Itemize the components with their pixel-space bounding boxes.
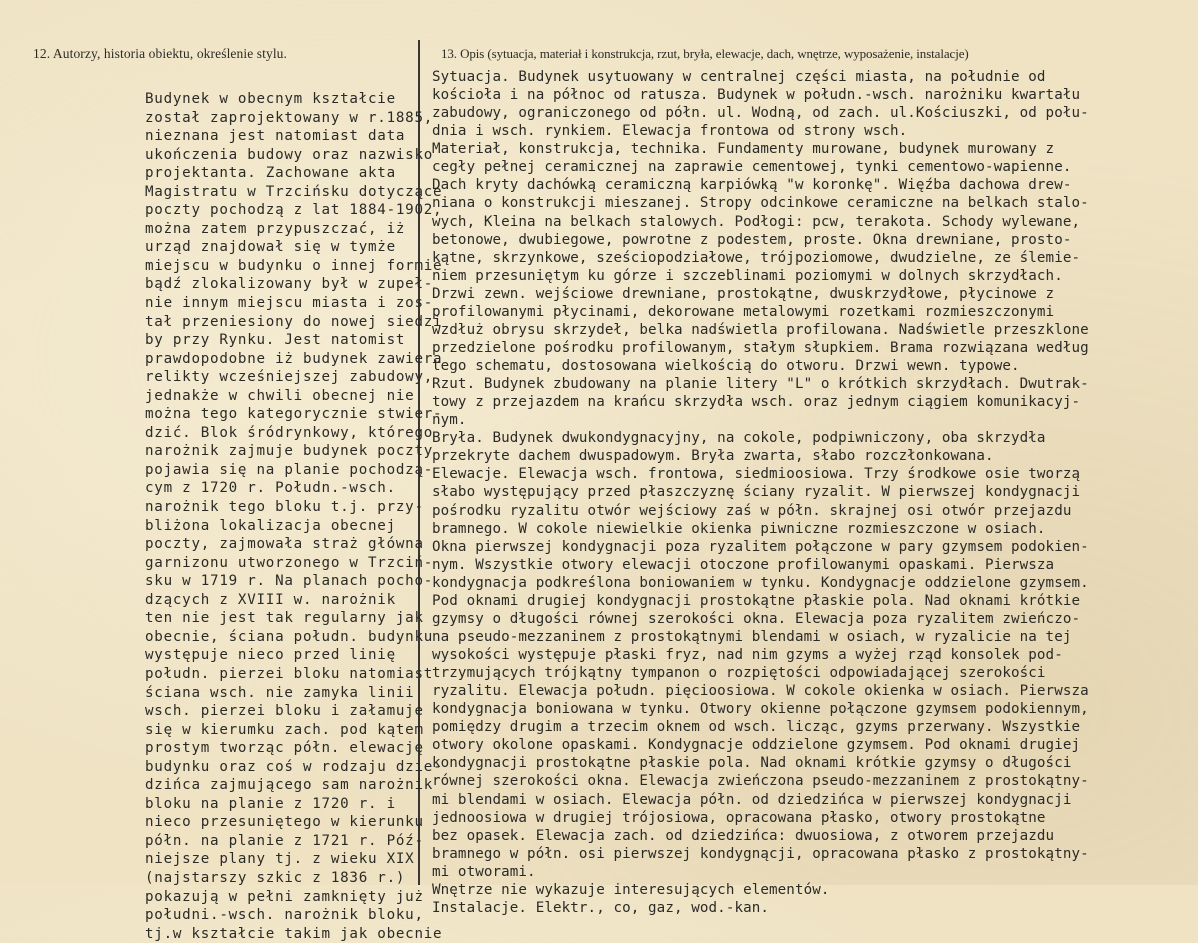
description-text-line: dnia i wsch. rynkiem. Elewacja frontowa od strony wsch.: [432, 123, 908, 140]
history-text-line: projektanta. Zachowane akta: [145, 165, 396, 182]
description-text-line: niem przesuniętym ku górze i szczeblinami poziomymi w dolnych skrzydłach.: [432, 267, 1063, 284]
description-text-line: Instalacje. Elektr., co, gaz, wod.-kan.: [432, 899, 770, 916]
description-text-line: wysokości występuje płaski fryz, nad nim gzyms a wyżej rząd konsolek pod-: [432, 647, 1063, 663]
description-text-line: mi blendami w osiach. Elewacja półn. od dziedzińca w pierwszej kondygnacji: [432, 791, 1072, 808]
history-text-line: tj.w kształcie takim jak obecnie: [145, 925, 443, 942]
description-text-line: gzymsy o długości równej szerokości okna. Elewacja poza ryzalitem zwieńczo-: [432, 610, 1081, 627]
history-text-line: ten nie jest tak regularny jak: [145, 610, 424, 627]
history-text-line: (najstarszy szkic z 1836 r.): [145, 869, 406, 886]
description-text-line: pośrodku ryzalitu otwór wejściowy zaś w półn. skrajnej osi otwór przejazdu: [432, 502, 1072, 519]
description-text-line: ryzalitu. Elewacja połudn. pięcioosiowa. W cokole okienka w osiach. Pierwsza: [432, 683, 1089, 700]
description-text-line: Wnętrze nie wykazuje interesujących elementów.: [432, 881, 830, 898]
description-text-line: profilowanymi płycinami, dekorowane metalowymi rozetkami rozmieszczonymi: [432, 303, 1055, 320]
history-text-line: występuje nieco przed linię: [145, 647, 396, 664]
history-text-line: poczty, zajmowała straż główna: [145, 536, 424, 553]
history-text-line: narożnik tego bloku t.j. przy-: [145, 499, 424, 516]
section-13-heading: 13. Opis (sytuacja, materiał i konstrukcja, rzut, bryła, elewacje, dach, wnętrze, wyposażenie, instalacje): [441, 46, 969, 61]
description-text-line: cegły pełnej ceramicznej na zaprawie cementowej, tynki cementowo-wapienne.: [432, 159, 1072, 176]
description-text-line: równej szerokości okna. Elewacja zwieńczona pseudo-mezzaninem z prostokątny-: [432, 773, 1089, 790]
description-text-line: Materiał, konstrukcja, technika. Fundamenty murowane, budynek murowany z: [432, 141, 1055, 158]
history-text-line: miejscu w budynku o innej formie: [145, 257, 443, 274]
history-text-line: bloku na planie z 1720 r. i: [145, 795, 396, 812]
description-text-line: Okna pierwszej kondygnacji poza ryzalitem połączone w pary gzymsem podokien-: [432, 538, 1089, 555]
history-text-line: urząd znajdował się w tymże: [145, 239, 396, 256]
history-text-line: niejsze plany tj. z wieku XIX: [145, 851, 415, 868]
description-text-line: kondygnacja boniowana w tynku. Otwory okienne połączone gzymsem podokiennym,: [432, 701, 1089, 718]
history-text-line: dzińca zajmującego sam narożnik: [145, 777, 434, 794]
history-text-line: się w kierumku zach. pod kątem: [145, 721, 424, 738]
history-text-line: tał przeniesiony do nowej siedzi: [145, 313, 443, 330]
description-text-line: tego schematu, dostosowana wielkością do otworu. Drzwi wewn. typowe.: [432, 358, 1020, 374]
history-text-line: nieco przesuniętego w kierunku: [145, 814, 424, 831]
description-text-line: Bryła. Budynek dwukondygnacyjny, na cokole, podpiwniczony, oba skrzydła: [432, 430, 1046, 447]
description-text-line: niana o konstrukcji mieszanej. Stropy odcinkowe ceramiczne na belkach stalo-: [432, 195, 1089, 212]
history-text-line: budynku oraz coś w rodzaju dzie-: [145, 758, 443, 775]
description-text-line: Sytuacja. Budynek usytuowany w centralnej części miasta, na południe od: [432, 69, 1046, 85]
description-text-line: Elewacje. Elewacja wsch. frontowa, siedmioosiowa. Trzy środkowe osie tworzą: [432, 466, 1081, 483]
description-text-line: kondygnacji prostokątne płaskie pola. Nad oknami krótkie gzymsy o długości: [432, 755, 1072, 772]
history-text-line: bliżona lokalizacja obecnej: [145, 517, 396, 534]
history-text-line: bądź zlokalizowany był w zupeł-: [145, 276, 434, 293]
history-text-line: jednakże w chwili obecnej nie: [145, 387, 415, 404]
description-text-line: jednoosiowa w drugiej trójosiowa, opracowana płasko, otwory prostokątne: [432, 809, 1046, 826]
history-text-line: dzących z XVIII w. narożnik: [145, 591, 396, 608]
description-text-line: wych, Kleina na belkach stalowych. Podłogi: pcw, terakota. Schody wylewane,: [432, 213, 1081, 230]
history-text-line: można zatem przypuszczać, iż: [145, 220, 406, 237]
history-text-line: półn. na planie z 1721 r. Póź-: [145, 832, 424, 849]
history-text-line: nieznana jest natomiast data: [145, 128, 406, 145]
description-text-line: bramnego w półn. osi pierwszej kondygnącji, opracowana płasko z prostokątny-: [432, 845, 1089, 862]
history-text-line: ściana wsch. nie zamyka linii: [145, 684, 415, 701]
description-text-line: wzdłuż obrysu skrzydeł, belka nadświetla profilowana. Nadświetle przeszklone: [432, 321, 1089, 338]
history-text-line: sku w 1719 r. Na planach pocho-: [145, 573, 434, 590]
description-text-line: słabo występujący przed płaszczyznę ściany ryzalit. W pierwszej kondygnacji: [432, 484, 1081, 501]
description-text-line: kościoła i na północ od ratusza. Budynek w połudn.-wsch. narożniku kwartału: [432, 87, 1081, 104]
history-text-line: Budynek w obecnym kształcie: [145, 91, 396, 107]
description-text-line: bez opasek. Elewacja zach. od dziedzińca: dwuosiowa, z otworem przejazdu: [432, 827, 1055, 844]
history-text-line: poczty pochodzą z lat 1884-1902,: [145, 202, 443, 219]
description-text-line: betonowe, dwubiegowe, powrotne z podestem, proste. Okna drewniane, prosto-: [432, 231, 1072, 248]
history-text-column: [145, 90, 442, 943]
history-text-line: cym z 1720 r. Połudn.-wsch.: [145, 480, 396, 497]
history-text-line: pojawia się na planie pochodzą-: [145, 461, 434, 478]
history-text-line: pokazują w pełni zamknięty już: [145, 888, 424, 905]
description-text-line: trzymujących trójkątny tympanon o rozpiętości odpowiadającej szerokości: [432, 665, 1046, 682]
history-text-line: południ.-wsch. narożnik bloku,: [145, 907, 424, 924]
history-text-line: nie innym miejscu miasta i zos-: [145, 295, 434, 312]
description-text-line: pomiędzy drugim a trzecim oknem od wsch. licząc, gzyms przerwany. Wszystkie: [432, 719, 1081, 736]
description-text-column: [432, 68, 1089, 917]
description-text-line: Rzut. Budynek zbudowany na planie litery "L" o krótkich skrzydłach. Dwutrak-: [432, 376, 1089, 393]
description-text-line: Pod oknami drugiej kondygnacji prostokątne płaskie pola. Nad oknami krótkie: [432, 592, 1081, 609]
section-12-heading: 12. Autorzy, historia obiektu, określenie stylu.: [33, 46, 288, 61]
description-text-line: zabudowy, ograniczonego od półn. ul. Wodną, od zach. ul.Kościuszki, od połu-: [432, 105, 1089, 122]
history-text-line: dzić. Blok śródrynkowy, którego: [145, 424, 434, 441]
description-text-line: kondygnacja podkreślona boniowaniem w tynku. Kondygnacje oddzielone gzymsem.: [432, 574, 1089, 591]
description-text-line: Drzwi zewn. wejściowe drewniane, prostokątne, dwuskrzydłowe, płycinowe z: [432, 285, 1055, 302]
history-text-line: można tego kategorycznie stwier-: [145, 406, 443, 423]
description-text-line: kątne, skrzynkowe, sześciopodziałowe, trójpoziomowe, dwudzielne, ze ślemie-: [432, 249, 1081, 266]
description-text-line: mi otworami.: [432, 863, 536, 880]
history-text-line: by przy Rynku. Jest natomist: [145, 332, 406, 349]
history-text-line: garnizonu utworzonego w Trzciń-: [145, 554, 434, 571]
description-text-line: na pseudo-mezzaninem z prostokątnymi blendami w osiach, w ryzalicie na tej: [432, 628, 1072, 645]
history-text-line: połudn. pierzei bloku natomiast: [145, 665, 434, 682]
history-text-line: relikty wcześniejszej zabudowy,: [145, 369, 434, 386]
history-text-line: Magistratu w Trzcińsku dotyczące: [145, 183, 443, 200]
history-text-line: wsch. pierzei bloku i załamuje: [145, 703, 424, 720]
history-text-line: ukończenia budowy oraz nazwisko: [145, 146, 434, 163]
history-text-line: został zaprojektowany w r.1885,: [145, 109, 434, 126]
description-text-line: nym. Wszystkie otwory elewacji otoczone profilowanymi opaskami. Pierwsza: [432, 556, 1055, 573]
history-text-line: prostym tworząc półn. elewację: [145, 740, 424, 757]
description-text-line: przekryte dachem dwuspadowym. Bryła zwarta, słabo rozczłonkowana.: [432, 448, 994, 465]
description-text-line: towy z przejazdem na krańcu skrzydła wsch. oraz jednym ciągiem komunikacyj-: [432, 394, 1081, 411]
description-text-line: Dach kryty dachówką ceramiczną karpiówką "w koronkę". Więźba dachowa drew-: [432, 177, 1072, 194]
description-text-line: bramnego. W cokole niewielkie okienka piwniczne rozmieszczone w osiach.: [432, 520, 1046, 537]
history-text-line: prawdopodobne iż budynek zawiera: [145, 350, 443, 367]
description-text-line: nym.: [432, 412, 467, 429]
description-text-line: przedzielone pośrodku profilowanym, stałym słupkiem. Brama rozwiązana według: [432, 339, 1089, 356]
history-text-line: narożnik zajmuje budynek poczty: [145, 443, 434, 460]
description-text-line: otwory okolone opaskami. Kondygnacje oddzielone gzymsem. Pod oknami drugiej: [432, 737, 1081, 754]
history-text-line: obecnie, ściana połudn. budynku: [145, 628, 434, 645]
